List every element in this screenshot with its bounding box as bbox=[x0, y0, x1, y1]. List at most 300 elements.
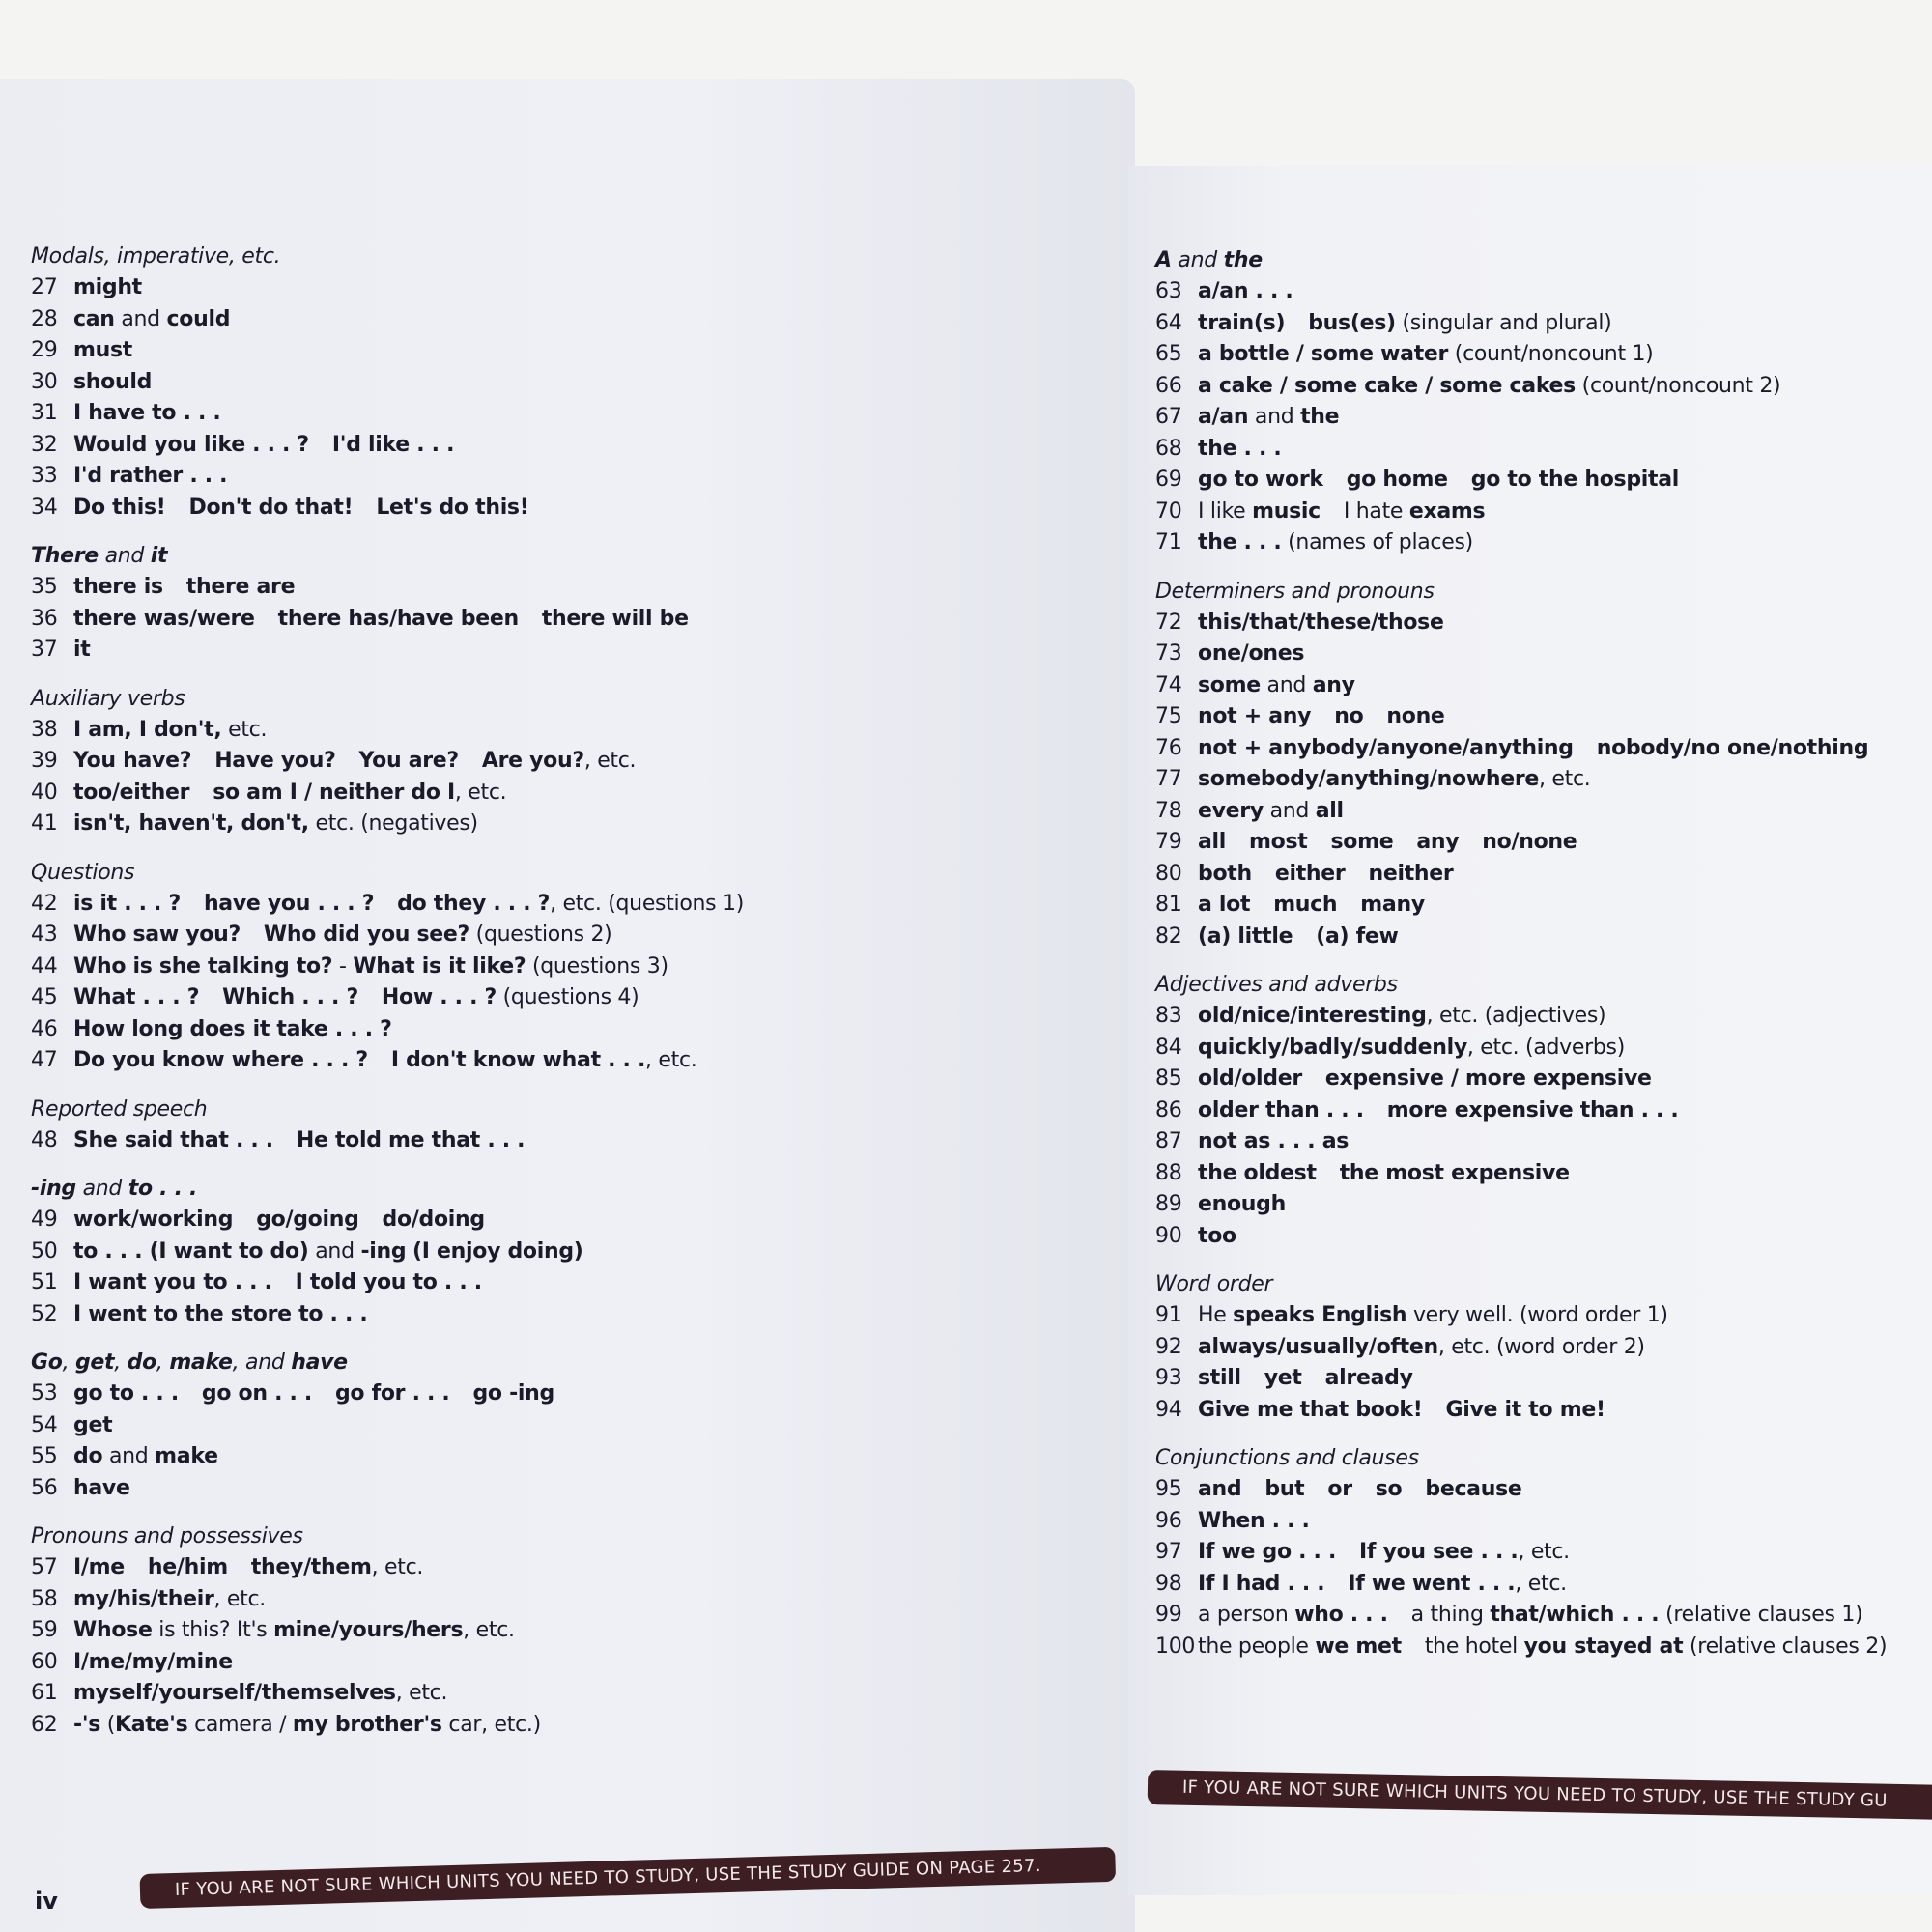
unit-item bbox=[1155, 1095, 1928, 1127]
bold-term: have bbox=[73, 1475, 130, 1500]
plain-text: (relative clauses 1) bbox=[1659, 1603, 1863, 1627]
unit-number: 88 bbox=[1155, 1160, 1182, 1185]
plain-text: , etc. bbox=[213, 1586, 266, 1611]
unit-number: 49 bbox=[31, 1208, 58, 1232]
bold-term: Do you know where . . . ? bbox=[73, 1048, 368, 1072]
unit-number: 78 bbox=[1155, 798, 1182, 823]
bold-term: always/usually/often bbox=[1198, 1334, 1438, 1359]
unit-number: 47 bbox=[31, 1048, 58, 1072]
unit-number: 40 bbox=[31, 780, 58, 805]
bold-term: but bbox=[1264, 1477, 1305, 1501]
unit-number: 30 bbox=[31, 369, 58, 394]
plain-text: is this? It's bbox=[152, 1618, 274, 1642]
bold-term: get bbox=[73, 1412, 113, 1437]
bold-term: every bbox=[1198, 798, 1264, 823]
unit-number: 64 bbox=[1155, 310, 1182, 335]
bold-term: make bbox=[169, 1350, 233, 1375]
plain-text: , etc. bbox=[1518, 1540, 1570, 1564]
unit-number: 84 bbox=[1155, 1035, 1182, 1060]
unit-item bbox=[31, 715, 1113, 747]
bold-term: the oldest bbox=[1198, 1160, 1317, 1185]
unit-number: 66 bbox=[1155, 373, 1182, 398]
unit-item bbox=[31, 635, 1113, 667]
bold-term: Have you? bbox=[214, 749, 336, 773]
bold-term: If we go . . . bbox=[1198, 1540, 1337, 1564]
bold-term: neither bbox=[1368, 861, 1454, 886]
plain-text: , etc. bbox=[645, 1048, 697, 1072]
plain-text: (questions 2) bbox=[469, 923, 612, 947]
unit-number: 74 bbox=[1155, 672, 1182, 697]
bold-term: older than . . . bbox=[1198, 1097, 1364, 1122]
bold-term: either bbox=[1274, 861, 1346, 886]
bold-term: You are? bbox=[358, 749, 459, 773]
unit-number: 95 bbox=[1155, 1477, 1182, 1501]
unit-item bbox=[1155, 1395, 1928, 1427]
unit-number: 73 bbox=[1155, 641, 1182, 666]
unit-item bbox=[31, 1647, 1113, 1679]
unit-number: 52 bbox=[31, 1301, 58, 1326]
bold-term: a lot bbox=[1198, 893, 1251, 917]
unit-number: 59 bbox=[31, 1618, 58, 1642]
unit-number: 62 bbox=[31, 1712, 58, 1737]
bold-term: enough bbox=[1198, 1192, 1286, 1216]
section bbox=[1155, 1269, 1928, 1426]
unit-number: 100 bbox=[1155, 1634, 1196, 1659]
unit-item bbox=[31, 1014, 1113, 1046]
bold-term: I don't know what . . . bbox=[390, 1048, 646, 1072]
unit-item bbox=[31, 1205, 1113, 1236]
unit-number: 94 bbox=[1155, 1397, 1182, 1422]
bold-term: If you see . . . bbox=[1359, 1540, 1519, 1564]
section-title: Adjectives and adverbs bbox=[1155, 973, 1398, 997]
bold-term: How . . . ? bbox=[381, 985, 497, 1009]
bold-term: make bbox=[155, 1444, 218, 1468]
plain-text: and bbox=[308, 1238, 361, 1264]
section-title: Auxiliary verbs bbox=[31, 686, 185, 711]
bold-term: quickly/badly/suddenly bbox=[1198, 1035, 1467, 1060]
plain-text: , etc. (questions 1) bbox=[550, 891, 744, 916]
bold-term: there are bbox=[185, 575, 296, 599]
bold-term: She said that . . . bbox=[73, 1127, 273, 1152]
bold-term: Do this! bbox=[73, 495, 166, 520]
unit-number: 99 bbox=[1155, 1603, 1182, 1627]
unit-number: 76 bbox=[1155, 735, 1182, 760]
unit-number: 67 bbox=[1155, 405, 1182, 429]
unit-number: 72 bbox=[1155, 610, 1182, 635]
unit-number: 82 bbox=[1155, 923, 1182, 949]
bold-term: work/working bbox=[73, 1208, 234, 1232]
plain-text: the people bbox=[1198, 1634, 1316, 1659]
unit-number: 53 bbox=[31, 1381, 58, 1406]
bold-term: my/his/their bbox=[73, 1586, 214, 1611]
bold-term: is it . . . ? bbox=[73, 891, 181, 916]
bold-term: all bbox=[1198, 830, 1227, 854]
unit-item bbox=[1155, 276, 1928, 308]
unit-number: 35 bbox=[31, 575, 58, 599]
bold-term: I/me/my/mine bbox=[73, 1649, 233, 1674]
bold-term: How long does it take . . . ? bbox=[73, 1016, 392, 1041]
bold-term: speaks English bbox=[1233, 1303, 1407, 1327]
bold-term: do/doing bbox=[382, 1208, 485, 1232]
unit-item bbox=[1155, 1300, 1928, 1332]
bold-term: Let's do this! bbox=[376, 495, 529, 520]
bold-term: much bbox=[1273, 893, 1338, 917]
bold-term: When . . . bbox=[1198, 1508, 1310, 1533]
unit-item bbox=[1155, 1332, 1928, 1364]
bold-term: (I enjoy doing) bbox=[412, 1238, 583, 1264]
unit-item bbox=[31, 430, 1113, 462]
plain-text: , etc. bbox=[1539, 767, 1591, 791]
unit-number: 39 bbox=[31, 749, 58, 773]
unit-item bbox=[31, 1615, 1113, 1647]
bold-term: have bbox=[291, 1350, 348, 1375]
unit-number: 27 bbox=[31, 275, 58, 299]
unit-item bbox=[1155, 827, 1928, 859]
unit-item bbox=[1155, 922, 1928, 953]
unit-item bbox=[31, 398, 1113, 430]
bold-term: this/that/these/those bbox=[1198, 610, 1444, 635]
plain-text: , bbox=[156, 1350, 170, 1375]
bold-term: most bbox=[1249, 830, 1308, 854]
bold-term: some bbox=[1330, 830, 1394, 854]
unit-item bbox=[31, 272, 1113, 304]
unit-item bbox=[1155, 1158, 1928, 1190]
unit-item bbox=[1155, 1600, 1928, 1632]
unit-item bbox=[31, 1441, 1113, 1473]
bold-term: he/him bbox=[147, 1555, 228, 1579]
bold-term: you stayed at bbox=[1523, 1634, 1684, 1659]
bold-term: to . . . (I want to do) bbox=[73, 1238, 309, 1264]
bold-term: my brother's bbox=[292, 1712, 442, 1737]
bold-term: any bbox=[1416, 830, 1460, 854]
section bbox=[31, 541, 1113, 667]
unit-number: 34 bbox=[31, 495, 58, 520]
plain-text: , bbox=[114, 1350, 128, 1375]
plain-text: , etc. bbox=[1515, 1571, 1567, 1596]
section bbox=[1155, 970, 1928, 1252]
bold-term: some bbox=[1198, 672, 1261, 697]
plain-text: very well. (word order 1) bbox=[1406, 1303, 1668, 1327]
bold-term: have you . . . ? bbox=[203, 891, 375, 916]
unit-item bbox=[1155, 764, 1928, 796]
unit-item bbox=[1155, 1033, 1928, 1065]
bold-term: we met bbox=[1315, 1634, 1402, 1659]
bold-term: Who is she talking to? bbox=[73, 953, 333, 979]
plain-text: , etc. (adjectives) bbox=[1426, 1004, 1606, 1028]
unit-item bbox=[31, 304, 1113, 336]
unit-number: 83 bbox=[1155, 1004, 1182, 1028]
plain-text: , etc. bbox=[583, 749, 637, 773]
plain-text: I hate bbox=[1343, 498, 1409, 524]
unit-item bbox=[31, 1125, 1113, 1157]
unit-item bbox=[31, 572, 1113, 604]
unit-number: 42 bbox=[31, 891, 58, 916]
section-title bbox=[31, 541, 1113, 572]
bold-term: He told me that . . . bbox=[296, 1127, 526, 1152]
bold-term: all bbox=[1315, 798, 1344, 823]
unit-item bbox=[1155, 1506, 1928, 1538]
section bbox=[31, 1094, 1113, 1157]
unit-item bbox=[1155, 339, 1928, 371]
unit-number: 93 bbox=[1155, 1366, 1182, 1390]
bold-term: and bbox=[1198, 1477, 1242, 1501]
bold-term: I'd like . . . bbox=[331, 432, 455, 457]
unit-item bbox=[1155, 608, 1928, 639]
unit-number: 85 bbox=[1155, 1066, 1182, 1091]
section-title: Reported speech bbox=[31, 1096, 208, 1122]
unit-number: 97 bbox=[1155, 1540, 1182, 1564]
plain-text: and bbox=[102, 1444, 156, 1468]
plain-text: (singular and plural) bbox=[1395, 310, 1612, 335]
section-title bbox=[1155, 245, 1928, 276]
section bbox=[31, 684, 1113, 840]
bold-term: the bbox=[1300, 405, 1340, 429]
section-title: Questions bbox=[31, 860, 135, 885]
unit-item bbox=[1155, 670, 1928, 702]
bold-term: music bbox=[1252, 498, 1321, 524]
plain-text: (questions 4) bbox=[496, 985, 639, 1009]
plain-text: and bbox=[1171, 248, 1224, 272]
plain-text: and bbox=[98, 544, 151, 568]
bold-term: the . . . bbox=[1198, 436, 1282, 461]
left-page-contents bbox=[31, 242, 1113, 1758]
plain-text: ( bbox=[100, 1712, 116, 1737]
bold-term: exams bbox=[1408, 498, 1486, 524]
section bbox=[31, 242, 1113, 524]
unit-number: 90 bbox=[1155, 1223, 1182, 1248]
study-guide-banner: IF YOU ARE NOT SURE WHICH UNITS YOU NEED TO STUDY, USE THE STUDY GUIDE ON PAGE 257. bbox=[139, 1847, 1116, 1909]
study-guide-banner: IF YOU ARE NOT SURE WHICH UNITS YOU NEED TO STUDY, USE THE STUDY GU bbox=[1148, 1770, 1932, 1820]
unit-item bbox=[1155, 1001, 1928, 1033]
bold-term: Whose bbox=[73, 1618, 153, 1642]
section-title: Pronouns and possessives bbox=[31, 1524, 303, 1548]
unit-item bbox=[1155, 859, 1928, 891]
section bbox=[1155, 1443, 1928, 1662]
unit-number: 36 bbox=[31, 606, 58, 631]
unit-item bbox=[1155, 1126, 1928, 1158]
bold-term: not + any bbox=[1198, 704, 1312, 728]
plain-text: , etc. (word order 2) bbox=[1437, 1334, 1645, 1359]
unit-item bbox=[1155, 701, 1928, 733]
bold-term: must bbox=[73, 338, 132, 362]
bold-term: too/either bbox=[73, 780, 190, 805]
bold-term: or bbox=[1327, 1477, 1352, 1501]
unit-number: 71 bbox=[1155, 530, 1182, 554]
plain-text: and bbox=[1263, 798, 1316, 823]
plain-text: , etc. bbox=[463, 1618, 515, 1642]
bold-term: I have to . . . bbox=[73, 401, 221, 425]
bold-term: go -ing bbox=[472, 1381, 554, 1406]
bold-term: already bbox=[1324, 1366, 1413, 1390]
unit-item bbox=[31, 920, 1113, 952]
unit-item bbox=[1155, 1632, 1928, 1663]
bold-term: the bbox=[1223, 248, 1263, 272]
unit-item bbox=[31, 1678, 1113, 1710]
bold-term: not + anybody/anyone/anything bbox=[1198, 735, 1574, 760]
bold-term: Are you? bbox=[481, 749, 584, 773]
bold-term: Give it to me! bbox=[1445, 1397, 1605, 1422]
bold-term: Which . . . ? bbox=[222, 985, 358, 1009]
bold-term: the most expensive bbox=[1339, 1160, 1570, 1185]
unit-item bbox=[1155, 308, 1928, 340]
bold-term: You have? bbox=[73, 749, 192, 773]
plain-text: He bbox=[1198, 1303, 1234, 1327]
bold-term: I am, I don't, bbox=[73, 717, 222, 742]
bold-term: both bbox=[1198, 861, 1252, 886]
plain-text: , etc. bbox=[454, 780, 507, 805]
bold-term: still bbox=[1198, 1366, 1241, 1390]
section-title bbox=[31, 1174, 1113, 1205]
bold-term: who . . . bbox=[1294, 1603, 1388, 1627]
bold-term: yet bbox=[1264, 1366, 1302, 1390]
unit-item bbox=[31, 778, 1113, 810]
plain-text: and bbox=[1248, 405, 1301, 429]
bold-term: there was/were bbox=[73, 606, 255, 631]
plain-text: , etc. bbox=[371, 1555, 424, 1579]
section bbox=[31, 858, 1113, 1077]
bold-term: they/them bbox=[250, 1555, 372, 1579]
unit-number: 86 bbox=[1155, 1097, 1182, 1122]
bold-term: go for . . . bbox=[334, 1381, 450, 1406]
right-page bbox=[1128, 166, 1932, 1895]
plain-text: , etc. bbox=[395, 1681, 448, 1705]
bold-term: do bbox=[73, 1444, 103, 1468]
unit-number: 87 bbox=[1155, 1129, 1182, 1153]
bold-term: (a) few bbox=[1316, 923, 1399, 949]
unit-number: 75 bbox=[1155, 704, 1182, 728]
unit-number: 65 bbox=[1155, 342, 1182, 366]
bold-term: might bbox=[73, 275, 142, 299]
plain-text: (count/noncount 1) bbox=[1448, 342, 1654, 366]
unit-item bbox=[31, 1236, 1113, 1268]
unit-number: 45 bbox=[31, 985, 58, 1009]
page-number: iv bbox=[35, 1888, 58, 1915]
plain-text: - bbox=[332, 953, 354, 979]
plain-text: (relative clauses 2) bbox=[1683, 1634, 1888, 1659]
unit-item bbox=[31, 809, 1113, 840]
bold-term: there has/have been bbox=[277, 606, 519, 631]
bold-term: go home bbox=[1346, 468, 1448, 492]
unit-number: 79 bbox=[1155, 830, 1182, 854]
section-title: Modals, imperative, etc. bbox=[31, 244, 281, 269]
plain-text: and bbox=[114, 306, 167, 331]
bold-term: Who saw you? bbox=[73, 923, 241, 947]
bold-term: mine/yours/hers bbox=[273, 1618, 464, 1642]
bold-term: myself/yourself/themselves bbox=[73, 1681, 396, 1705]
unit-number: 55 bbox=[31, 1444, 58, 1468]
unit-item bbox=[31, 1267, 1113, 1299]
unit-item bbox=[31, 1710, 1113, 1742]
unit-item bbox=[31, 461, 1113, 493]
plain-text: , etc. (adverbs) bbox=[1466, 1035, 1625, 1060]
unit-number: 37 bbox=[31, 638, 58, 662]
right-page-contents bbox=[1155, 245, 1928, 1680]
unit-item bbox=[1155, 890, 1928, 922]
unit-number: 69 bbox=[1155, 468, 1182, 492]
unit-number: 51 bbox=[31, 1270, 58, 1294]
plain-text: (questions 3) bbox=[526, 953, 668, 979]
unit-item bbox=[1155, 497, 1928, 528]
bold-term: get bbox=[74, 1350, 115, 1375]
unit-number: 92 bbox=[1155, 1334, 1182, 1359]
unit-item bbox=[31, 952, 1113, 983]
bold-term: I told you to . . . bbox=[295, 1270, 482, 1294]
bold-term: one/ones bbox=[1198, 641, 1305, 666]
plain-text: etc. (negatives) bbox=[308, 811, 478, 836]
bold-term: there will be bbox=[541, 606, 689, 631]
bold-term: can bbox=[73, 306, 115, 331]
bold-term: too bbox=[1198, 1223, 1236, 1248]
unit-item bbox=[1155, 402, 1928, 434]
unit-number: 96 bbox=[1155, 1508, 1182, 1533]
unit-item bbox=[31, 982, 1113, 1014]
plain-text: and bbox=[1260, 672, 1313, 697]
bold-term: any bbox=[1312, 672, 1355, 697]
section bbox=[1155, 245, 1928, 559]
section-title: Determiners and pronouns bbox=[1155, 579, 1435, 604]
unit-number: 29 bbox=[31, 338, 58, 362]
unit-number: 77 bbox=[1155, 767, 1182, 791]
section-title: Conjunctions and clauses bbox=[1155, 1446, 1419, 1470]
unit-item bbox=[1155, 434, 1928, 466]
unit-item bbox=[31, 1378, 1113, 1410]
plain-text: etc. bbox=[221, 717, 268, 742]
bold-term: old/nice/interesting bbox=[1198, 1004, 1427, 1028]
bold-term: Go bbox=[31, 1350, 63, 1375]
plain-text: the hotel bbox=[1424, 1634, 1524, 1659]
unit-number: 80 bbox=[1155, 861, 1182, 886]
unit-item bbox=[31, 889, 1113, 921]
bold-term: If we went . . . bbox=[1348, 1571, 1516, 1596]
bold-term: the . . . bbox=[1198, 530, 1282, 554]
bold-term: expensive / more expensive bbox=[1324, 1066, 1652, 1091]
bold-term: I/me bbox=[73, 1555, 125, 1579]
bold-term: nobody/no one/nothing bbox=[1596, 735, 1869, 760]
unit-item bbox=[31, 1410, 1113, 1442]
unit-number: 89 bbox=[1155, 1192, 1182, 1216]
bold-term: I went to the store to . . . bbox=[73, 1301, 368, 1326]
unit-number: 60 bbox=[31, 1649, 58, 1674]
unit-item bbox=[1155, 639, 1928, 670]
unit-item bbox=[1155, 1537, 1928, 1569]
unit-number: 46 bbox=[31, 1016, 58, 1041]
bold-term: none bbox=[1386, 704, 1445, 728]
bold-term: What . . . ? bbox=[73, 985, 200, 1009]
unit-item bbox=[1155, 527, 1928, 559]
unit-item bbox=[1155, 1569, 1928, 1601]
bold-term: -ing bbox=[31, 1177, 76, 1201]
bold-term: do they . . . ? bbox=[397, 891, 551, 916]
bold-term: Kate's bbox=[115, 1712, 188, 1737]
unit-item bbox=[1155, 1474, 1928, 1506]
unit-number: 70 bbox=[1155, 498, 1182, 524]
unit-number: 32 bbox=[31, 432, 58, 457]
bold-term: A bbox=[1155, 248, 1172, 272]
bold-term: go to . . . bbox=[73, 1381, 179, 1406]
unit-item bbox=[31, 1584, 1113, 1616]
bold-term: go on . . . bbox=[201, 1381, 312, 1406]
unit-item bbox=[1155, 465, 1928, 497]
bold-term: If I had . . . bbox=[1198, 1571, 1325, 1596]
bold-term: isn't, haven't, don't, bbox=[73, 811, 309, 836]
bold-term: What is it like? bbox=[353, 953, 526, 979]
plain-text: (count/noncount 2) bbox=[1575, 373, 1781, 398]
unit-number: 50 bbox=[31, 1238, 58, 1264]
unit-item bbox=[31, 493, 1113, 525]
bold-term: a cake / some cake / some cakes bbox=[1198, 373, 1576, 398]
unit-item bbox=[1155, 733, 1928, 765]
bold-term: a/an bbox=[1198, 405, 1249, 429]
